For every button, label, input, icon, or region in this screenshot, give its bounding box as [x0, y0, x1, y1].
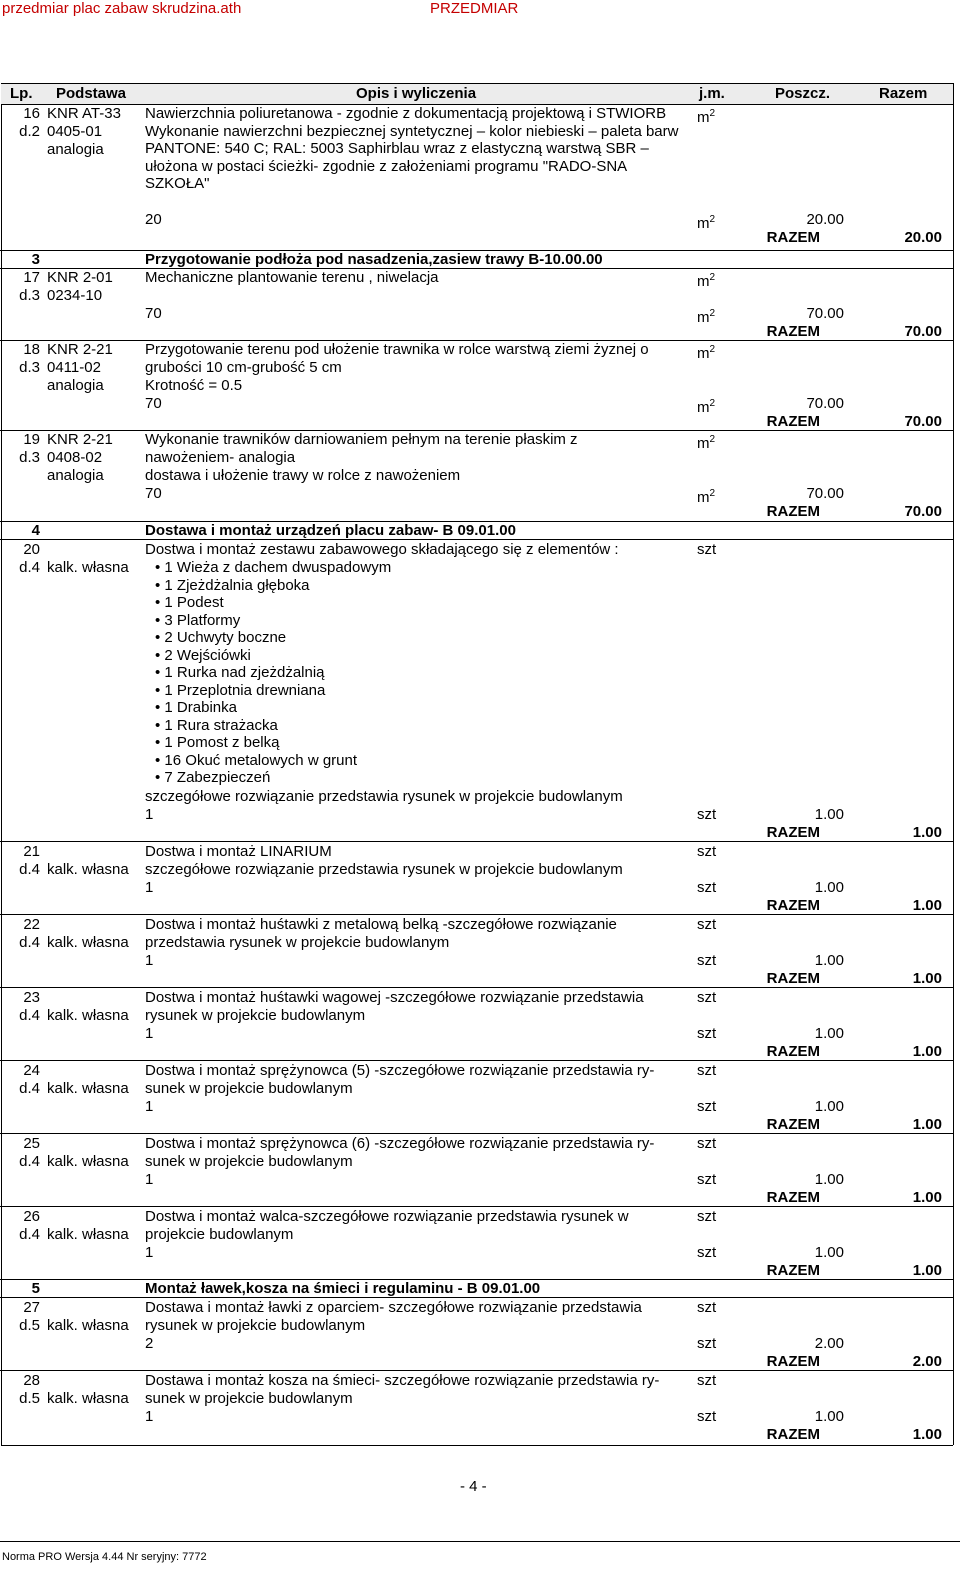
razem-value: 70.00: [904, 323, 942, 340]
row-description: Dostwa i montaż LINARIUM: [145, 843, 332, 860]
row-source: kalk. własna: [47, 1080, 129, 1097]
divider: [0, 841, 954, 842]
row-unit: szt: [697, 989, 717, 1006]
row-ref: d.4: [19, 861, 40, 878]
row-description: Nawierzchnia poliuretanowa - zgodnie z dokumentacją projektową i STWIORB Wykonanie nawierzchni bezpiecznej syntetycznej – kolor niebieski – paleta barw PANTONE: 540 C; RAL: 5003 Saphirblau wraz z elastyczną warstwą SBR – ułożona w postaci ścieżki- zgodnie z założeniami programu "RADO-SNA SZKOŁA": [145, 105, 679, 192]
list-item: • 1 Wieża z dachem dwuspadowym: [155, 559, 391, 577]
row-number: 20: [23, 541, 40, 558]
row-unit: szt: [697, 916, 717, 933]
row-unit: szt: [697, 1208, 717, 1225]
row-source-code: 0405-01: [47, 123, 103, 140]
section-number: 4: [31, 522, 40, 539]
razem-label: RAZEM: [766, 824, 820, 841]
divider: [0, 1370, 954, 1371]
table-row: [0, 1299, 954, 1371]
row-number: 27: [23, 1299, 40, 1316]
row-number: 24: [23, 1062, 40, 1079]
razem-label: RAZEM: [766, 970, 820, 987]
razem-value: 70.00: [904, 413, 942, 430]
footer-software: Norma PRO Wersja 4.44 Nr seryjny: 7772: [2, 1551, 207, 1563]
row-unit: $m^2$: [697, 108, 716, 126]
section-title: Montaż ławek,kosza na śmieci i regulaminu - B 09.01.00: [145, 1280, 541, 1297]
divider: [0, 1060, 954, 1061]
razem-label: RAZEM: [766, 1189, 820, 1206]
row-quantity-unit: szt: [697, 1025, 717, 1042]
row-source-note: analogia: [47, 141, 104, 158]
row-ref: d.2: [19, 123, 40, 140]
list-item: • 1 Przeplotnia drewniana: [155, 682, 391, 700]
row-source: kalk. własna: [47, 1007, 129, 1024]
divider: [0, 1297, 954, 1298]
row-description-extra: szczegółowe rozwiązanie przedstawia rysunek w projekcie budowlanym: [145, 788, 623, 805]
list-item: • 1 Pomost z belką: [155, 734, 391, 752]
row-description: Dostwa i montaż zestawu zabawowego składającego się z elementów :: [145, 541, 619, 558]
row-description: Dostwa i montaż huśtawki z metalową belką -szczegółowe rozwiązanie przedstawia rysunek w projekcie budowlanym: [145, 916, 617, 951]
razem-label: RAZEM: [766, 323, 820, 340]
row-description: Przygotowanie terenu pod ułożenie trawnika w rolce warstwą ziemi żyznej o grubości 10 cm-grubość 5 cm: [145, 341, 649, 376]
row-quantity: 1: [145, 1025, 154, 1042]
row-description: Mechaniczne plantowanie terenu , niwelacja: [145, 269, 439, 286]
row-quantity-unit: szt: [697, 1098, 717, 1115]
row-quantity: 1: [145, 1098, 154, 1115]
row-source: kalk. własna: [47, 559, 129, 576]
row-source-code: 0408-02: [47, 449, 103, 466]
razem-value: 20.00: [904, 229, 942, 246]
row-source: kalk. własna: [47, 1390, 129, 1407]
row-quantity-unit: $m^2$: [697, 214, 716, 232]
table-row: [0, 431, 954, 521]
row-unit: szt: [697, 1299, 717, 1316]
row-source: kalk. własna: [47, 934, 129, 951]
row-source: KNR 2-01: [47, 269, 113, 286]
row-description-extra: szczegółowe rozwiązanie przedstawia rysunek w projekcie budowlanym: [145, 861, 623, 878]
razem-value: 1.00: [912, 1189, 942, 1206]
razem-value: 1.00: [912, 1116, 942, 1133]
list-item: • 1 Zjeżdżalnia głęboka: [155, 577, 391, 595]
row-quantity: 1: [145, 1171, 154, 1188]
row-number: 25: [23, 1135, 40, 1152]
row-quantity-unit: szt: [697, 1171, 717, 1188]
row-description: Dostwa i montaż sprężynowca (6) -szczegółowe rozwiązanie przedstawia ry-sunek w projekcie budowlanym: [145, 1135, 655, 1170]
razem-value: 1.00: [912, 824, 942, 841]
row-unit: szt: [697, 541, 717, 558]
col-podstawa: Podstawa: [56, 85, 127, 102]
list-item: • 2 Uchwyty boczne: [155, 629, 391, 647]
row-partial: 70.00: [806, 485, 844, 502]
table-row: [0, 341, 954, 431]
row-source: kalk. własna: [47, 1153, 129, 1170]
row-ref: d.3: [19, 287, 40, 304]
table-row: [0, 269, 954, 341]
razem-label: RAZEM: [766, 1262, 820, 1279]
razem-value: 1.00: [912, 1043, 942, 1060]
razem-value: 1.00: [912, 897, 942, 914]
row-quantity: 1: [145, 879, 154, 896]
row-source: kalk. własna: [47, 861, 129, 878]
row-quantity: 70: [145, 485, 162, 502]
row-number: 23: [23, 989, 40, 1006]
row-description: Dostwa i montaż sprężynowca (5) -szczegółowe rozwiązanie przedstawia ry-sunek w projekcie budowlanym: [145, 1062, 655, 1097]
list-item: • 3 Platformy: [155, 612, 391, 630]
row-ref: d.5: [19, 1390, 40, 1407]
table-row: [0, 105, 954, 250]
razem-label: RAZEM: [766, 1043, 820, 1060]
row-source: kalk. własna: [47, 1226, 129, 1243]
row-description: Dostawa i montaż ławki z oparciem- szczegółowe rozwiązanie przedstawia rysunek w projekcie budowlanym: [145, 1299, 642, 1334]
row-partial: 1.00: [814, 1171, 844, 1188]
row-number: 18: [23, 341, 40, 358]
row-source: KNR 2-21: [47, 431, 113, 448]
col-poszcz: Poszcz.: [775, 85, 831, 102]
divider: [0, 914, 954, 915]
table-row: [0, 1372, 954, 1444]
row-source-note: analogia: [47, 377, 104, 394]
table-row: [0, 1062, 954, 1134]
row-ref: d.4: [19, 934, 40, 951]
table-row: [0, 989, 954, 1061]
row-unit: szt: [697, 1372, 717, 1389]
row-quantity-unit: $m^2$: [697, 488, 716, 506]
row-number: 22: [23, 916, 40, 933]
row-number: 17: [23, 269, 40, 286]
table-row: [0, 843, 954, 915]
row-partial: 1.00: [814, 879, 844, 896]
table-header: [1, 83, 953, 105]
row-quantity-unit: szt: [697, 879, 717, 896]
divider: [0, 987, 954, 988]
row-ref: d.5: [19, 1317, 40, 1334]
row-quantity-unit: szt: [697, 952, 717, 969]
divider: [0, 1206, 954, 1207]
razem-label: RAZEM: [766, 229, 820, 246]
row-ref: d.4: [19, 1153, 40, 1170]
row-description-extra: Krotność = 0.5: [145, 377, 243, 394]
razem-label: RAZEM: [766, 413, 820, 430]
row-number: 19: [23, 431, 40, 448]
row-quantity: 20: [145, 211, 162, 228]
razem-value: 1.00: [912, 1426, 942, 1443]
row-partial: 1.00: [814, 806, 844, 823]
table-row: [0, 1135, 954, 1207]
row-quantity-unit: szt: [697, 1244, 717, 1261]
element-list: [155, 559, 391, 787]
row-partial: 70.00: [806, 395, 844, 412]
section-number: 3: [31, 251, 40, 268]
razem-label: RAZEM: [766, 1426, 820, 1443]
row-source-code: 0234-10: [47, 287, 103, 304]
row-description: Dostawa i montaż kosza na śmieci- szczegółowe rozwiązanie przedstawia ry-sunek w projekcie budowlanym: [145, 1372, 660, 1407]
table-row: [0, 541, 954, 841]
row-quantity-unit: szt: [697, 1408, 717, 1425]
razem-label: RAZEM: [766, 1116, 820, 1133]
list-item: • 1 Rura strażacka: [155, 717, 391, 735]
table-border-bottom: [1, 1445, 953, 1446]
row-quantity-unit: szt: [697, 1335, 717, 1352]
page-number: - 4 -: [460, 1478, 487, 1495]
razem-value: 70.00: [904, 503, 942, 520]
row-partial: 1.00: [814, 1408, 844, 1425]
razem-label: RAZEM: [766, 1353, 820, 1370]
col-lp: Lp.: [10, 85, 33, 102]
row-unit: $m^2$: [697, 434, 716, 452]
row-source-code: 0411-02: [47, 359, 101, 376]
col-razem: Razem: [879, 85, 928, 102]
row-partial: 20.00: [806, 211, 844, 228]
table-row: [0, 1208, 954, 1280]
section-title: Przygotowanie podłoża pod nasadzenia,zasiew trawy B-10.00.00: [145, 251, 603, 268]
row-unit: $m^2$: [697, 272, 716, 290]
divider: [0, 1133, 954, 1134]
row-ref: d.3: [19, 449, 40, 466]
row-partial: 1.00: [814, 1098, 844, 1115]
row-ref: d.4: [19, 1080, 40, 1097]
row-ref: d.3: [19, 359, 40, 376]
row-partial: 1.00: [814, 952, 844, 969]
row-source: kalk. własna: [47, 1317, 129, 1334]
header-filename: przedmiar plac zabaw skrudzina.ath: [2, 0, 242, 17]
row-number: 16: [23, 105, 40, 122]
razem-value: 2.00: [912, 1353, 942, 1370]
razem-label: RAZEM: [766, 897, 820, 914]
row-number: 26: [23, 1208, 40, 1225]
list-item: • 1 Podest: [155, 594, 391, 612]
row-source: KNR AT-33: [47, 105, 121, 122]
row-ref: d.4: [19, 559, 40, 576]
page-header: [0, 0, 960, 20]
row-quantity: 1: [145, 952, 154, 969]
row-source: KNR 2-21: [47, 341, 113, 358]
row-ref: d.4: [19, 1226, 40, 1243]
row-description: Wykonanie trawników darniowaniem pełnym na terenie płaskim z nawożeniem- analogia: [145, 431, 578, 466]
row-ref: d.4: [19, 1007, 40, 1024]
row-quantity-unit: $m^2$: [697, 308, 716, 326]
row-unit: szt: [697, 1135, 717, 1152]
row-partial: 1.00: [814, 1025, 844, 1042]
row-unit: szt: [697, 843, 717, 860]
list-item: • 7 Zabezpieczeń: [155, 769, 391, 787]
col-opis: Opis i wyliczenia: [356, 85, 477, 102]
row-quantity-unit: $m^2$: [697, 398, 716, 416]
footer-divider: [0, 1541, 960, 1542]
row-quantity: 2: [145, 1335, 154, 1352]
row-quantity: 1: [145, 806, 154, 823]
list-item: • 16 Okuć metalowych w grunt: [155, 752, 391, 770]
row-quantity: 1: [145, 1244, 154, 1261]
row-quantity: 70: [145, 395, 162, 412]
razem-value: 1.00: [912, 970, 942, 987]
list-item: • 1 Drabinka: [155, 699, 391, 717]
row-partial: 2.00: [814, 1335, 844, 1352]
row-description: Dostwa i montaż huśtawki wagowej -szczegółowe rozwiązanie przedstawia rysunek w projekcie budowlanym: [145, 989, 644, 1024]
row-quantity-unit: szt: [697, 806, 717, 823]
row-unit: szt: [697, 1062, 717, 1079]
header-title: PRZEDMIAR: [430, 0, 519, 17]
section-number: 5: [31, 1280, 40, 1297]
row-description-extra: dostawa i ułożenie trawy w rolce z nawożeniem: [145, 467, 461, 484]
row-unit: $m^2$: [697, 344, 716, 362]
row-quantity: 70: [145, 305, 162, 322]
list-item: • 2 Wejściówki: [155, 647, 391, 665]
table-row: [0, 916, 954, 988]
section-title: Dostawa i montaż urządzeń placu zabaw- B 09.01.00: [145, 522, 516, 539]
razem-value: 1.00: [912, 1262, 942, 1279]
divider: [0, 539, 954, 540]
row-number: 28: [23, 1372, 40, 1389]
row-number: 21: [23, 843, 40, 860]
row-quantity: 1: [145, 1408, 154, 1425]
row-partial: 70.00: [806, 305, 844, 322]
row-partial: 1.00: [814, 1244, 844, 1261]
col-jm: j.m.: [699, 85, 725, 102]
list-item: • 1 Rurka nad zjeżdżalnią: [155, 664, 391, 682]
row-source-note: analogia: [47, 467, 104, 484]
row-description: Dostwa i montaż walca-szczegółowe rozwiązanie przedstawia rysunek w projekcie budowlanym: [145, 1208, 629, 1243]
razem-label: RAZEM: [766, 503, 820, 520]
